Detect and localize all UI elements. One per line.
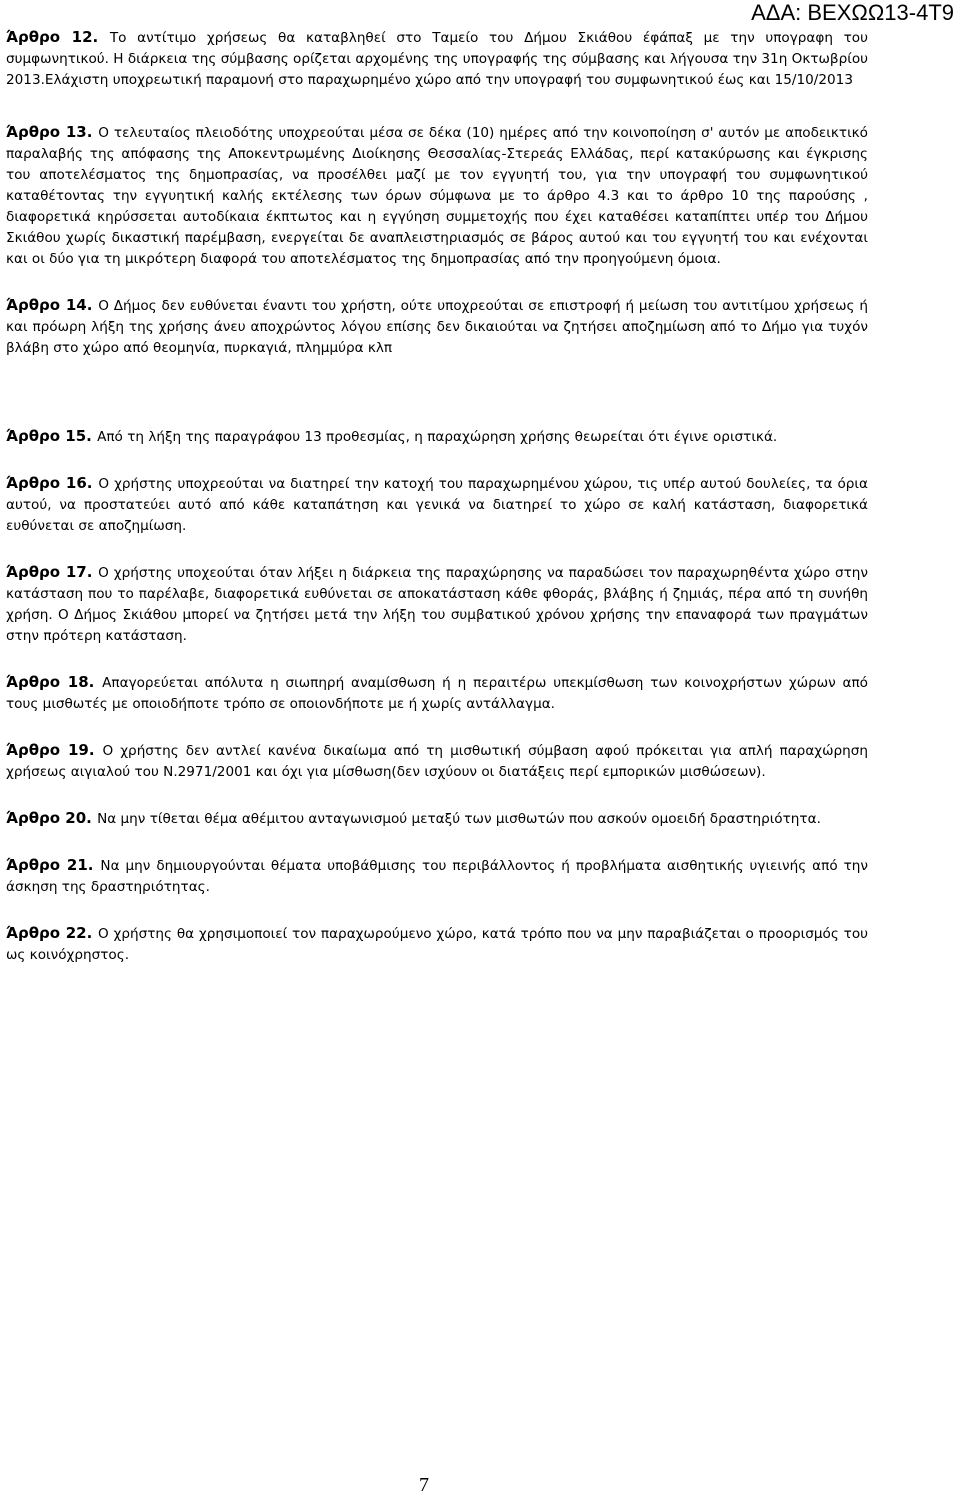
ada-code: ΑΔΑ: ΒΕΧΩΩ13-4Τ9 (751, 0, 954, 25)
article-22 (6, 923, 868, 966)
article-heading: Άρθρο 12. (6, 28, 99, 46)
article-21 (6, 855, 868, 898)
article-15 (6, 426, 868, 448)
article-text: Ο χρήστης υποχρεούται να διατηρεί την κατοχή του παραχωρημένου χώρου, τις υπέρ αυτού δουλείες, τα όρια αυτού, να προστατεύει αυτό από κάθε καταπάτηση και γενικά να διατηρεί το χώρο σε καλή κατάσταση, διαφορετικά ευθύνεται σε αποζημίωση. (6, 476, 868, 534)
article-heading: Άρθρο 22. (6, 924, 93, 942)
article-heading: Άρθρο 17. (6, 563, 93, 581)
article-20 (6, 808, 868, 830)
article-13 (6, 122, 868, 270)
article-heading: Άρθρο 13. (6, 123, 93, 141)
article-heading: Άρθρο 20. (6, 809, 92, 827)
article-heading: Άρθρο 14. (6, 296, 93, 314)
article-16 (6, 473, 868, 537)
article-text: Ο χρήστης θα χρησιμοποιεί τον παραχωρούμενο χώρο, κατά τρόπο που να μην παραβιάζεται ο προορισμός του ως κοινόχρηστος. (6, 926, 868, 963)
article-text: Ο τελευταίος πλειοδότης υποχρεούται μέσα σε δέκα (10) ημέρες από την κοινοποίηση σ' αυτόν με αποδεικτικό παραλαβής της απόφασης της Αποκεντρωμένης Διοίκησης Θεσσαλίας-Στερεάς Ελλάδας, περί κατακύρωσης και έγκρισης του αποτελέσματος της δημοπρασίας, να προσέλθει μαζί με τον εγγυητή του, για την υπογραφή του συμφωνητικού καταθέτοντας την εγγυητική καλής εκτέλεσης των όρων σύμφωνα με το άρθρο 4.3 και το άρθρο 10 της παρούσης , διαφορετικά κηρύσσεται αυτοδίκαια έκπτωτος και η εγγύηση συμμετοχής που έχει καταθέσει καταπίπτει υπέρ του Δήμου Σκιάθου χωρίς δικαστική παρέμβαση, ενεργείται δε αναπλειστηριασμός σε βάρος αυτού και του εγγυητή του και ενέχονται και οι δύο για τη μικρότερη διαφορά του αποτελέσματος της δημοπρασίας από την προηγούμενη όμοια. (6, 125, 868, 267)
article-heading: Άρθρο 18. (6, 673, 95, 691)
article-text: Ο χρήστης δεν αντλεί κανένα δικαίωμα από τη μισθωτική σύμβαση αφού πρόκειται για απλή παραχώρηση χρήσεως αιγιαλού του Ν.2971/2001 και όχι για μίσθωση(δεν ισχύουν οι διατάξεις περί εμπορικών μισθώσεων). (6, 743, 868, 780)
article-heading: Άρθρο 16. (6, 474, 93, 492)
article-text: Ο χρήστης υποχεούται όταν λήξει η διάρκεια της παραχώρησης να παραδώσει τον παραχωρηθέντα χώρο στην κατάσταση που το παρέλαβε, διαφορετικά ευθύνεται σε αποκατάσταση κάθε φθοράς, βλάβης ή ζημιάς, πέρα από τη συνήθη χρήση. Ο Δήμος Σκιάθου μπορεί να ζητήσει μετά την λήξη του συμβατικού χρόνου χρήσης την επαναφορά των πραγμάτων στην πρότερη κατάσταση. (6, 565, 868, 644)
article-text: Απαγορεύεται απόλυτα η σιωπηρή αναμίσθωση ή η περαιτέρω υπεκμίσθωση των κοινοχρήστων χώρων από τους μισθωτές με οποιοδήποτε τρόπο σε οποιονδήποτε με ή χωρίς αντάλλαγμα. (6, 675, 868, 712)
page-number: 7 (419, 1474, 429, 1496)
article-17 (6, 562, 868, 647)
article-text: Το αντίτιμο χρήσεως θα καταβληθεί στο Ταμείο του Δήμου Σκιάθου έφάπαξ με την υπογραφη του συμφωνητικού. Η διάρκεια της σύμβασης ορίζεται αρχομένης της υπογραφής της σύμβασης και λήγουσα την 31η Οκτωβρίου 2013.Ελάχιστη υποχρεωτική παραμονή στο παραχωρημένο χώρο από την υπογραφή του συμφωνητικού έως και 15/10/2013 (6, 30, 868, 88)
article-text: Να μην δημιουργούνται θέματα υποβάθμισης του περιβάλλοντος ή προβλήματα αισθητικής υγιεινής από την άσκηση της δραστηριότητας. (6, 858, 869, 895)
article-19 (6, 740, 868, 783)
article-12 (6, 27, 868, 91)
article-18 (6, 672, 868, 715)
article-14 (6, 295, 868, 359)
document-body (6, 27, 868, 966)
article-heading: Άρθρο 19. (6, 741, 95, 759)
article-text: Από τη λήξη της παραγράφου 13 προθεσμίας, η παραχώρηση χρήσης θεωρείται ότι έγινε οριστικά. (97, 429, 778, 445)
article-heading: Άρθρο 21. (6, 856, 94, 874)
article-text: Να μην τίθεται θέμα αθέμιτου ανταγωνισμού μεταξύ των μισθωτών που ασκούν ομοειδή δραστηριότητα. (97, 811, 821, 827)
article-heading: Άρθρο 15. (6, 427, 92, 445)
article-text: Ο Δήμος δεν ευθύνεται έναντι του χρήστη, ούτε υποχρεούται σε επιστροφή ή μείωση του αντιτίμου χρήσεως ή και πρόωρη λήξη της χρήσης άνευ αποχρώντος λόγου επίσης δεν δικαιούται να ζητήσει αποζημίωση από το Δήμο για τυχόν βλάβη στο χώρο από θεομηνία, πυρκαγιά, πλημμύρα κλπ (6, 298, 868, 356)
